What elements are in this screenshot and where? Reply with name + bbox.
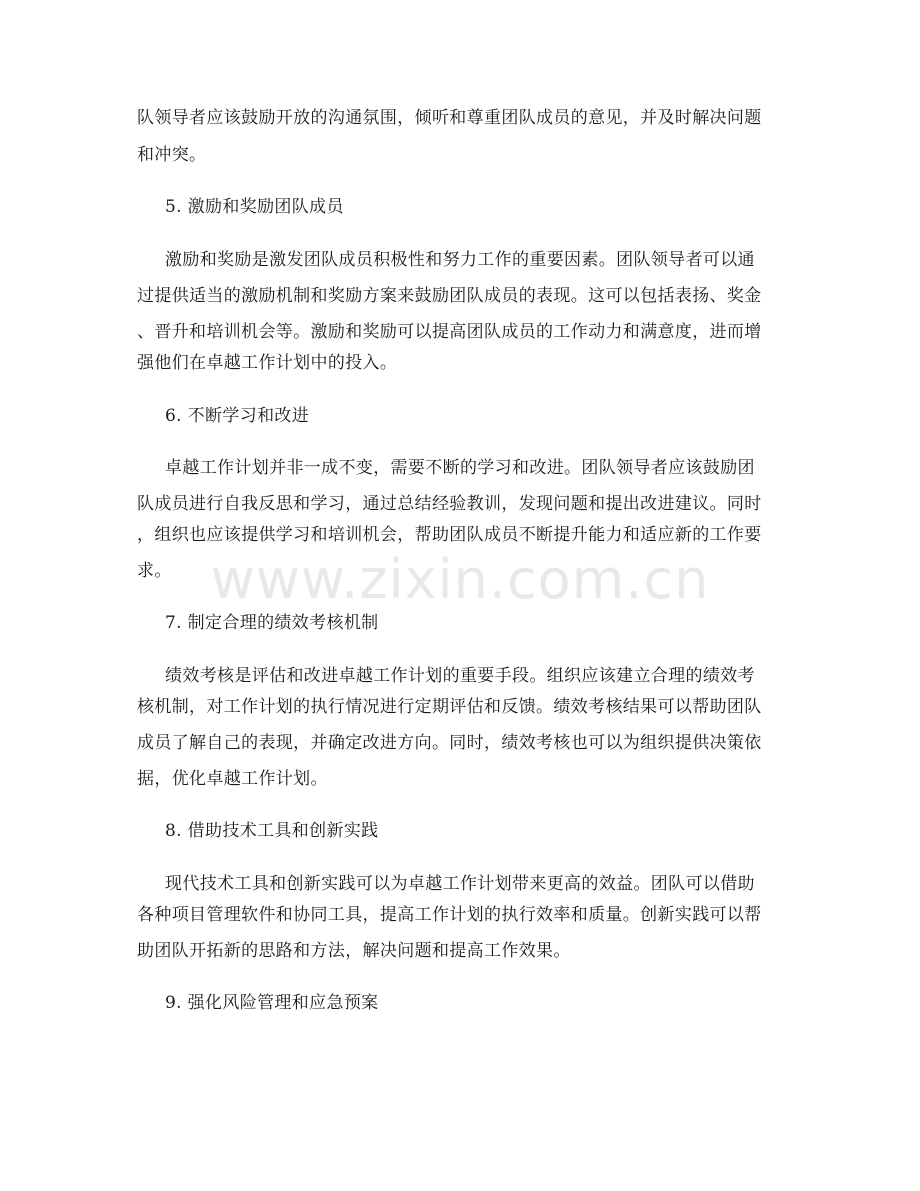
body-line: 和冲突。 [137,145,207,165]
body-line: 现代技术工具和创新实践可以为卓越工作计划带来更高的效益。团队可以借助 [165,874,755,894]
body-line: 队领导者应该鼓励开放的沟通氛围，倾听和尊重团队成员的意见，并及时解决问题 [137,108,762,128]
body-line: 助团队开拓新的思路和方法，解决问题和提高工作效果。 [137,941,571,961]
body-line: 据，优化卓越工作计划。 [137,769,328,789]
body-line: 各种项目管理软件和协同工具，提高工作计划的执行效率和质量。创新实践可以帮 [137,905,762,925]
watermark: www.zixin.com.cn [210,548,710,611]
body-line: 核机制，对工作计划的执行情况进行定期评估和反馈。绩效考核结果可以帮助团队 [137,697,762,717]
body-line: 强他们在卓越工作计划中的投入。 [137,353,398,373]
section-heading-6: 6. 不断学习和改进 [165,406,310,426]
body-line: 激励和奖励是激发团队成员积极性和努力工作的重要因素。团队领导者可以通 [165,250,755,270]
body-line: 成员了解自己的表现，并确定改进方向。同时，绩效考核也可以为组织提供决策依 [137,733,762,753]
body-line: 队成员进行自我反思和学习，通过总结经验教训，发现问题和提出改进建议。同时 [137,494,762,514]
body-line: 卓越工作计划并非一成不变，需要不断的学习和改进。团队领导者应该鼓励团 [165,458,755,478]
body-line: ，组织也应该提供学习和培训机会，帮助团队成员不断提升能力和适应新的工作要 [137,525,762,545]
body-line: 过提供适当的激励机制和奖励方案来鼓励团队成员的表现。这可以包括表扬、奖金 [137,286,762,306]
body-line: 、晋升和培训机会等。激励和奖励可以提高团队成员的工作动力和满意度，进而增 [137,322,762,342]
section-heading-9: 9. 强化风险管理和应急预案 [165,993,379,1013]
body-line: 绩效考核是评估和改进卓越工作计划的重要手段。组织应该建立合理的绩效考 [165,666,755,686]
section-heading-5: 5. 激励和奖励团队成员 [165,197,344,217]
section-heading-8: 8. 借助技术工具和创新实践 [165,821,379,841]
section-heading-7: 7. 制定合理的绩效考核机制 [165,613,379,633]
body-line: 求。 [137,561,172,581]
